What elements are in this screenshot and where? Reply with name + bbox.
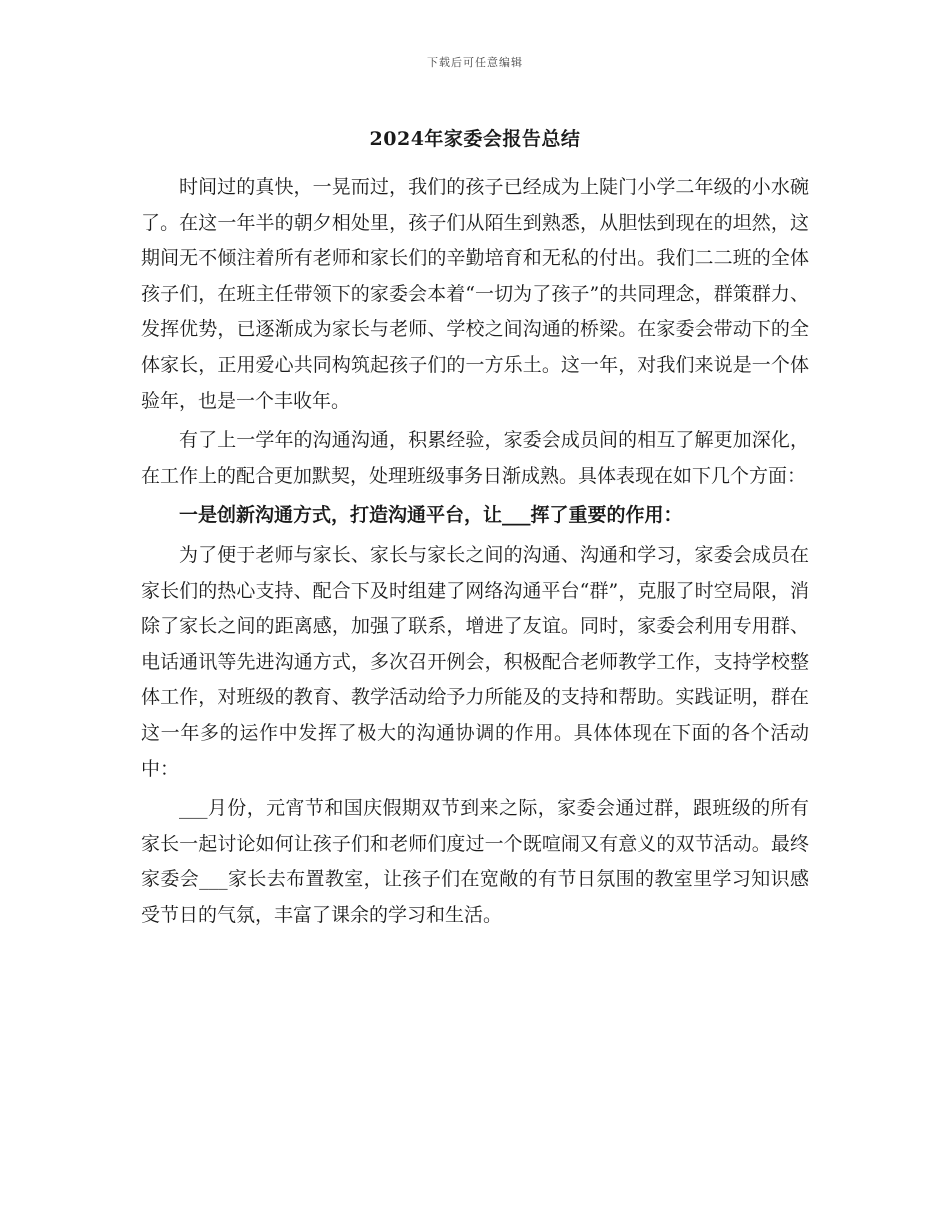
paragraph-communication-platform: 为了便于老师与家长、家长与家长之间的沟通、沟通和学习，家委会成员在家长们的热心支持、配合下及时组建了网络沟通平台“群”，克服了时空局限，消除了家长之间的距离感，加强了联系，增进了友谊。同时，家委会利用专用群、电话通讯等先进沟通方式，多次召开例会，积极配合老师教学工作，支持学校整体工作，对班级的教育、教学活动给予力所能及的支持和帮助。实践证明，群在这一年多的运作中发挥了极大的沟通协调的作用。具体体现在下面的各个活动中： bbox=[141, 543, 809, 780]
document-body bbox=[141, 170, 809, 937]
section-heading-communication: 一是创新沟通方式，打造沟通平台，让___挥了重要的作用： bbox=[179, 504, 683, 527]
paragraph-intro: 时间过的真快，一晃而过，我们的孩子已经成为上陡门小学二年级的小水碗了。在这一年半的朝夕相处里，孩子们从陌生到熟悉，从胆怯到现在的坦然，这期间无不倾注着所有老师和家长们的辛勤培育和无私的付出。我们二二班的全体孩子们，在班主任带领下的家委会本着“一切为了孩子”的共同理念，群策群力、发挥优势，已逐渐成为家长与老师、学校之间沟通的桥梁。在家委会带动下的全体家长，正用爱心共同构筑起孩子们的一方乐土。这一年，对我们来说是一个体验年，也是一个丰收年。 bbox=[141, 176, 809, 412]
page-header-note: 下载后可任意编辑 bbox=[427, 56, 523, 69]
paragraph-overview: 有了上一学年的沟通沟通，积累经验，家委会成员间的相互了解更加深化，在工作上的配合更加默契，处理班级事务日渐成熟。具体表现在如下几个方面： bbox=[141, 429, 809, 487]
document-title: 2024年家委会报告总结 bbox=[369, 128, 581, 150]
paragraph-festival-activity: ___月份，元宵节和国庆假期双节到来之际，家委会通过群，跟班级的所有家长一起讨论如何让孩子们和老师们度过一个既喧闹又有意义的双节活动。最终家委会___家长去布置教室，让孩子们在宽敞的有节日氛围的教室里学习知识感受节日的气氛，丰富了课余的学习和生活。 bbox=[141, 797, 809, 926]
